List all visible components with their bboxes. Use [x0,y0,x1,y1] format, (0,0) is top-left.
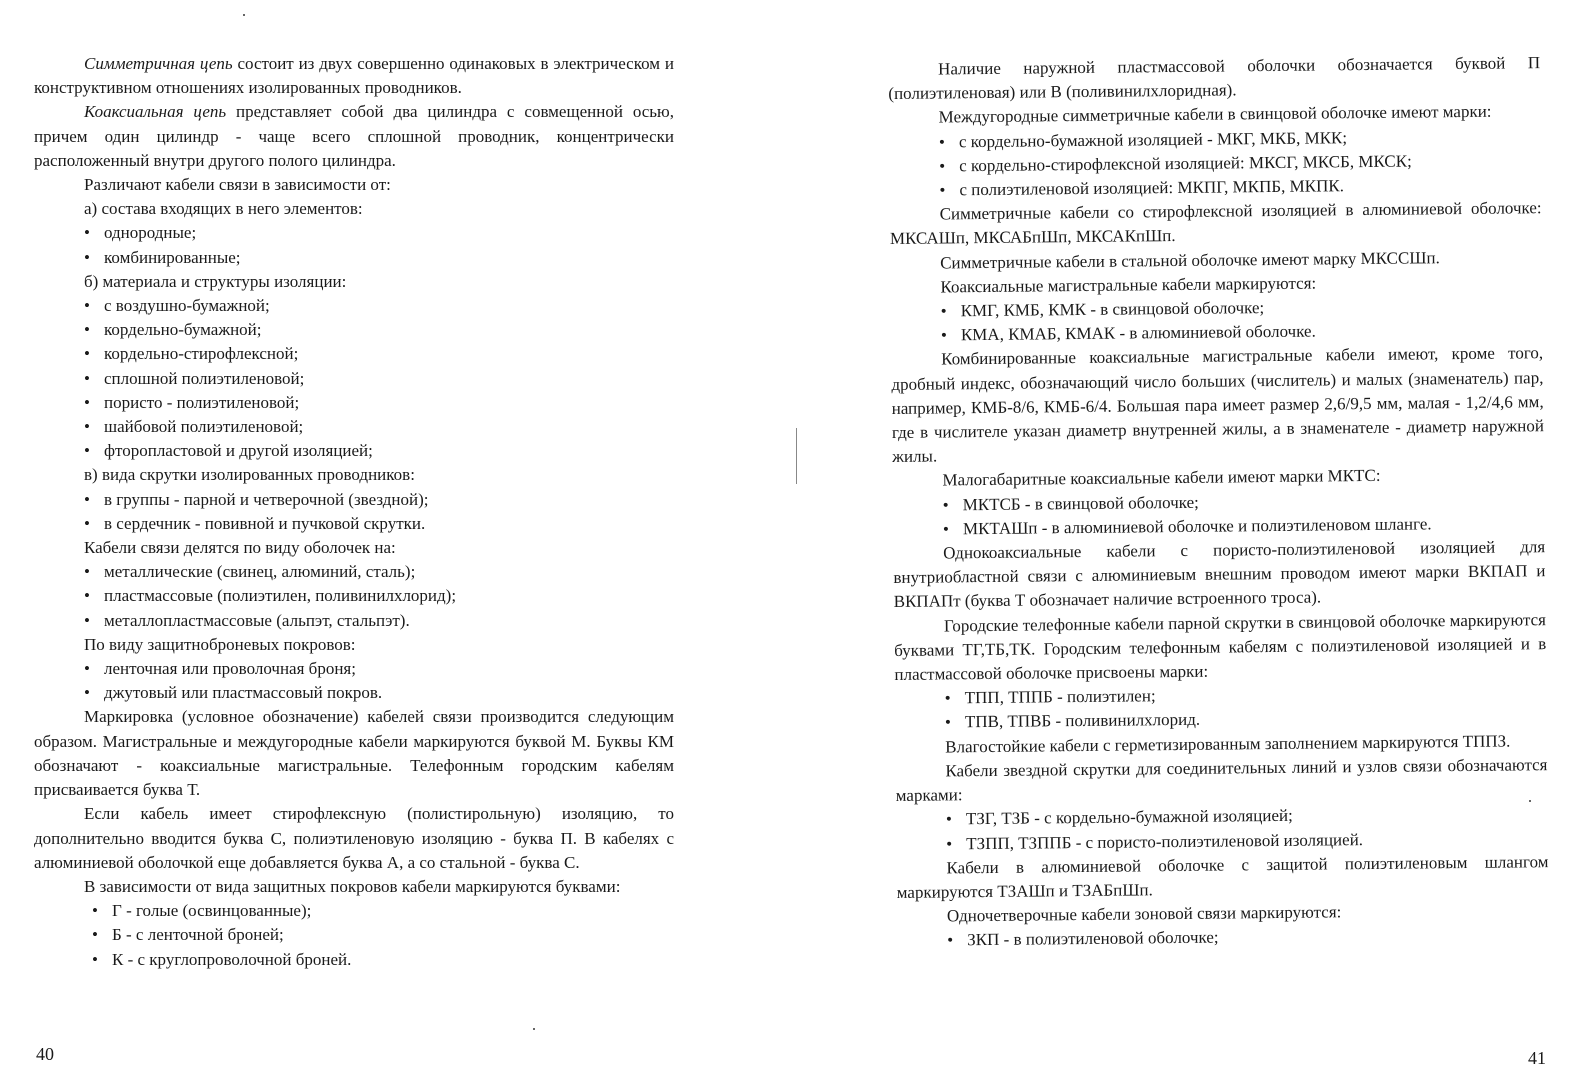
list-item: • ТЗПП, ТЗППБ - с пористо-полиэтиленовой изоляцией. [946,826,1548,857]
paragraph-city-telephone: Городские телефонные кабели парной скрутки в свинцовой оболочке маркируются буквами ТГ,ТБ,ТК. Городским телефонным кабелям с полиэтиленовой изоляцией и в пластмассовой оболочке присвоены марки: [894,609,1547,685]
left-column [34,52,674,972]
paragraph-cover-letters: В зависимости от вида защитных покровов кабели маркируются буквами: [84,876,621,896]
paragraph-coaxial-trunk: Коаксиальные магистральные кабели маркируются: [940,273,1317,297]
list-item: • фторопластовой и другой изоляцией; [84,439,674,463]
paragraph-steel-symmetric: Симметричные кабели в стальной оболочке имеют марку МКССШп. [940,247,1440,273]
paragraph-outer-sheath: Наличие наружной пластмассовой оболочки обозначается буквой П (полиэтиленовая) или В (поливинилхлоридная). [888,53,1541,104]
list-small-coaxial [893,487,1545,542]
gutter-line [796,428,797,484]
list-item: • с воздушно-бумажной; [84,294,674,318]
list-insulation [34,294,674,463]
paragraph-insulation-letters: Если кабель имеет стирофлексную (полистирольную) изоляцию, то дополнительно вводится буква С, полиэтиленовую изоляцию - буква П. В кабелях с алюминиевой оболочкой еще добавляется буква А, а со стальной - буква С. [34,804,674,872]
list-item: • пластмассовые (полиэтилен, поливинилхлорид); [84,584,674,608]
list-item: • комбинированные; [84,246,674,270]
list-cover-letters [34,899,674,972]
term-coaxial: Коаксиальная цепь [84,102,227,122]
list-item: • КМГ, КМБ, КМК - в свинцовой оболочке; [941,293,1543,324]
list-item: • К - с круглопроволочной броней. [92,948,674,972]
paragraph-marking: Маркировка (условное обозначение) кабелей связи производится следующим образом. Магистральные и междугородные кабели маркируются буквой М. Буквы КМ обозначают - коаксиальные магистральные. Телефонным городским кабелям присваивается буква Т. [34,707,674,800]
list-item: • в сердечник - повивной и пучковой скрутки. [84,512,674,536]
list-item: • ТПВ, ТПВБ - поливинилхлорид. [945,705,1547,736]
list-item: • ЗКП - в полиэтиленовой оболочке; [947,922,1549,953]
scan-speck [533,1028,535,1030]
list-item: • ТПП, ТППБ - полиэтилен; [945,680,1547,711]
list-twisting [34,488,674,536]
paragraph-small-coaxial: Малогабаритные коаксиальные кабели имеют марки МКТС: [942,466,1381,490]
paragraph-single-quad: Одночетверочные кабели зоновой связи маркируются: [946,902,1342,926]
list-item: • Г - голые (освинцованные); [92,899,674,923]
paragraph-symmetric-circuit: Симметричная цепь состоит из двух совершенно одинаковых в электрическом и конструктивном отношениях изолированных проводников. [34,54,674,98]
list-item: • однородные; [84,221,674,245]
list-city-marks [895,680,1547,735]
paragraph-aluminium-symmetric: Симметричные кабели со стирофлексной изоляцией в алюминиевой оболочке: МКСАШп, МКСАБпШп, МКСАКпШп. [889,198,1542,249]
paragraph-coaxial-circuit: Коаксиальная цепь представляет собой два цилиндра с совмещенной осью, причем один цилиндр - чаще всего сплошной проводник, концентрически расположенный внутри другого полого цилиндра. [34,102,675,170]
list-item: • сплошной полиэтиленовой; [84,367,674,391]
list-item: • ТЗГ, ТЗБ - с кордельно-бумажной изоляцией; [946,801,1548,832]
page-number-left: 40 [36,1044,54,1064]
list-item: • с кордельно-стирофлексной изоляцией: МКСГ, МКСБ, МКСК; [939,148,1541,179]
list-item: • МКТСБ - в свинцовой оболочке; [943,487,1545,518]
list-item: • с полиэтиленовой изоляцией: МКПГ, МКПБ, МКПК. [939,172,1541,203]
list-item: • КМА, КМАБ, КМАК - в алюминиевой оболочке. [941,317,1543,348]
list-item: • кордельно-бумажной; [84,318,674,342]
page-number-right: 41 [1528,1048,1546,1068]
paragraph-combined-coaxial: Комбинированные коаксиальные магистральные кабели имеют, кроме того, дробный индекс, обозначающий число больших (числитель) и малых (знаменатель) пар, например, КМБ-8/6, КМБ-6/4. Большая пара имеет размер 2,6/9,5 мм, малая - 1,2/4,6 мм, где в числителе указан диаметр внутренней жилы, а в знаменателе - диаметр наружной жилы. [891,343,1544,467]
list-item: • Б - с ленточной броней; [92,923,674,947]
list-item: • пористо - полиэтиленовой; [84,391,674,415]
paragraph-classification: Различают кабели связи в зависимости от: [84,175,391,195]
paragraph-aluminium-hose: Кабели в алюминиевой оболочке с защитой полиэтиленовым шлангом маркируются ТЗАШп и ТЗАБпШп. [896,851,1549,902]
list-item: • металлические (свинец, алюминий, сталь); [84,560,674,584]
paragraph-single-coaxial: Однокоаксиальные кабели с пористо-полиэтиленовой изоляцией для внутриобластной связи с алюминиевым внешним проводом имеют марки ВКПАП и ВКПАПт (буква Т обозначает наличие встроенного троса). [893,537,1546,612]
paragraph-moisture-proof: Влагостойкие кабели с герметизированным заполнением маркируются ТППЗ. [945,731,1511,757]
heading-a: а) состава входящих в него элементов: [84,199,363,219]
list-item: • кордельно-стирофлексной; [84,342,674,366]
list-item: • ленточная или проволочная броня; [84,657,674,681]
list-item: • МКТАШп - в алюминиевой оболочке и полиэтиленовом шланге. [943,511,1545,542]
list-item: • шайбовой полиэтиленовой; [84,415,674,439]
list-sheath [34,560,674,633]
paragraph-star-twist: Кабели звездной скрутки для соединительных линий и узлов связи обозначаются марками: [895,755,1548,806]
heading-c: в) вида скрутки изолированных проводников: [84,465,415,485]
right-column [888,51,1549,953]
list-armor [34,657,674,705]
list-item: • в группы - парной и четверочной (звездной); [84,488,674,512]
list-coaxial-marks [891,293,1543,348]
list-star-marks [896,801,1548,856]
heading-armor: По виду защитноброневых покровов: [84,634,356,654]
list-item: • джутовый или пластмассовый покров. [84,681,674,705]
list-item: • металлопластмассовые (альпэт, стальпэт). [84,609,674,633]
heading-sheath: Кабели связи делятся по виду оболочек на: [84,538,396,558]
scan-speck [243,14,245,16]
term-symmetric: Симметричная цепь [84,54,233,73]
paragraph-intercity-symmetric: Междугородные симметричные кабели в свинцовой оболочке имеют марки: [938,102,1492,127]
list-item: • с кордельно-бумажной изоляцией - МКГ, МКБ, МКК; [939,124,1541,155]
scan-speck [1529,800,1531,802]
heading-b: б) материала и структуры изоляции: [84,271,347,291]
list-intercity-marks [889,124,1542,203]
list-composition [34,221,674,269]
